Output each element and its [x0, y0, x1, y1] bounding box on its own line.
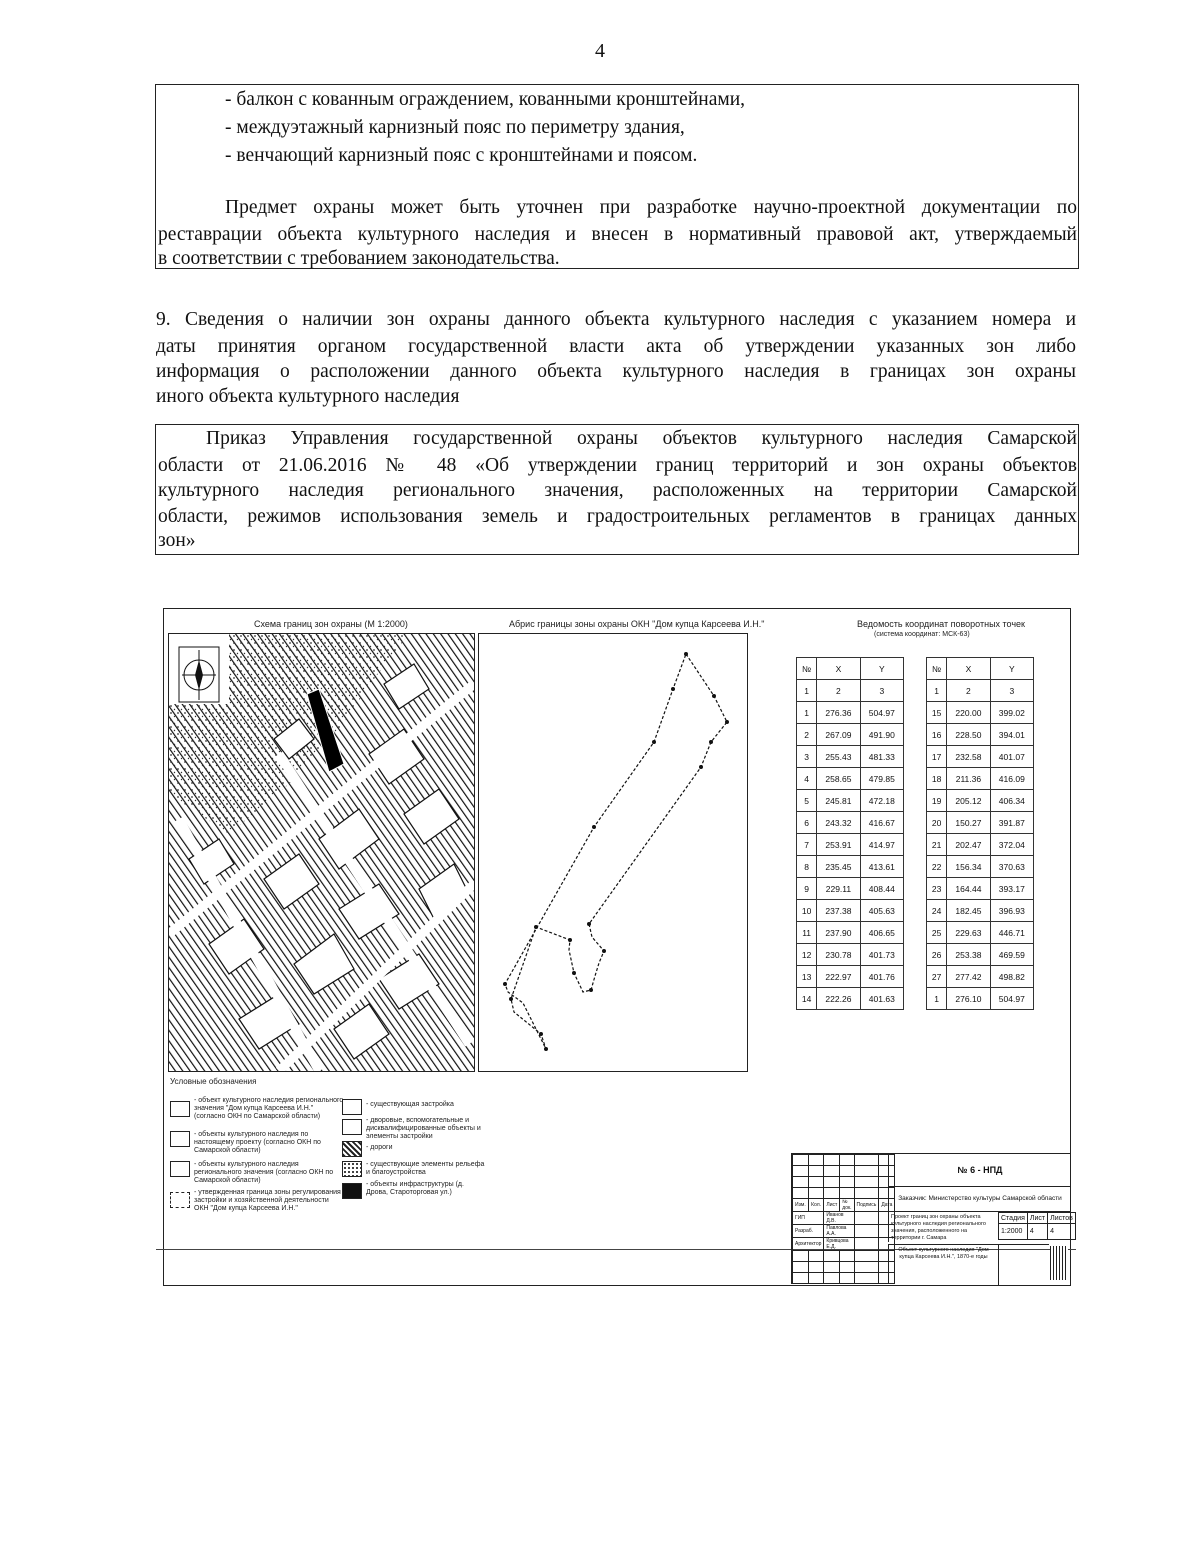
section9-line-1: 9. Сведения о наличии зон охраны данного объекта культурного наследия с указанием номера и: [156, 309, 1076, 330]
legend-item: - утвержденная граница зоны регулирования застройки и хозяйственной деятельности ОКН "Дом купца Карсеева И.Н.": [194, 1189, 341, 1212]
x-coordinate: 182.45: [947, 900, 990, 922]
table-row: [797, 746, 904, 768]
legend-swatch-existing: [342, 1099, 362, 1115]
abris-panel: [478, 633, 748, 1072]
stamp-col: Кол.: [809, 1199, 824, 1212]
point-number: 13: [797, 966, 817, 988]
point-number: 26: [927, 944, 947, 966]
point-number: 8: [797, 856, 817, 878]
col-header: №: [927, 658, 947, 680]
para-line-2: реставрации объекта культурного наследия и внесен в нормативный правовой акт, утверждаемый: [158, 224, 1077, 245]
table-row: [797, 834, 904, 856]
x-coordinate: 235.45: [817, 856, 860, 878]
x-coordinate: 243.32: [817, 812, 860, 834]
x-coordinate: 211.36: [947, 768, 990, 790]
y-coordinate: 416.09: [990, 768, 1033, 790]
table-header-row: [797, 658, 904, 680]
y-coordinate: 399.02: [990, 702, 1033, 724]
stamp-client: Заказчик: Министерство культуры Самарской области: [888, 1187, 1071, 1212]
y-coordinate: 401.76: [860, 966, 903, 988]
map-title: Схема границ зон охраны (М 1:2000): [254, 619, 408, 629]
y-coordinate: 391.87: [990, 812, 1033, 834]
stamp-col: Дата: [879, 1199, 895, 1212]
stamp-col: Изм.: [793, 1199, 809, 1212]
legend-swatch-zone-boundary: [170, 1192, 190, 1208]
point-number: 9: [797, 878, 817, 900]
table-row: [927, 944, 1034, 966]
x-coordinate: 237.38: [817, 900, 860, 922]
point-number: 25: [927, 922, 947, 944]
col-header: Y: [860, 658, 903, 680]
table-row: [927, 768, 1034, 790]
x-coordinate: 222.26: [817, 988, 860, 1010]
stamp-role: Разраб.: [793, 1225, 824, 1238]
page-number: 4: [595, 40, 605, 62]
x-coordinate: 255.43: [817, 746, 860, 768]
y-coordinate: 413.61: [860, 856, 903, 878]
x-coordinate: 253.38: [947, 944, 990, 966]
section9-line-2: даты принятия органом государственной власти акта об утверждении указанных зон либо: [156, 336, 1076, 357]
y-coordinate: 401.63: [860, 988, 903, 1010]
legend-item: - дворовые, вспомогательные и дисквалифицированные объекты и элементы застройки: [366, 1117, 481, 1140]
point-number: 7: [797, 834, 817, 856]
legend-item: - объекты инфраструктуры (д. Дрова, Староторговая ул.): [366, 1181, 464, 1196]
x-coordinate: 2: [817, 680, 860, 702]
point-number: 17: [927, 746, 947, 768]
point-number: 20: [927, 812, 947, 834]
col-header: Y: [990, 658, 1033, 680]
y-coordinate: 491.90: [860, 724, 903, 746]
order-line-1: Приказ Управления государственной охраны объектов культурного наследия Самарской: [206, 428, 1077, 449]
coord-table-right: [926, 657, 1034, 1010]
y-coordinate: 393.17: [990, 878, 1033, 900]
order-box: [155, 424, 1079, 555]
table-row: [927, 812, 1034, 834]
table-row: [797, 966, 904, 988]
point-number: 16: [927, 724, 947, 746]
y-coordinate: 498.82: [990, 966, 1033, 988]
legend-swatch-relief: [342, 1161, 362, 1177]
y-coordinate: 408.44: [860, 878, 903, 900]
point-number: 1: [797, 680, 817, 702]
protection-subject-box: [155, 84, 1079, 269]
stamp-object: Объект культурного наследия "Дом купца Карсеева И.Н.", 1870-е годы: [888, 1244, 998, 1284]
col-header: №: [797, 658, 817, 680]
item-balcony: - балкон с кованным ограждением, кованными кронштейнами,: [225, 89, 746, 110]
legend-swatch-yard-objects: [342, 1119, 362, 1135]
item-crowning-cornice: - венчающий карнизный пояс с кронштейнами и поясом.: [225, 145, 698, 166]
y-coordinate: 504.97: [990, 988, 1033, 1010]
y-coordinate: 479.85: [860, 768, 903, 790]
table-subtitle: (система координат: МСК-63): [874, 631, 970, 638]
stamp-role: ГИП: [793, 1212, 824, 1225]
x-coordinate: 277.42: [947, 966, 990, 988]
stamp-stage-table: [998, 1212, 1076, 1240]
y-coordinate: 372.04: [990, 834, 1033, 856]
point-number: 15: [927, 702, 947, 724]
legend-swatch-infra: [342, 1183, 362, 1199]
point-number: 1: [927, 680, 947, 702]
section9-line-3: информация о расположении данного объекта культурного наследия в границах зон охраны: [156, 361, 1076, 382]
table-row: [797, 988, 904, 1010]
point-number: 3: [797, 746, 817, 768]
compass-icon: [179, 647, 219, 702]
x-coordinate: 202.47: [947, 834, 990, 856]
legend-item: - существующая застройка: [366, 1101, 454, 1108]
y-coordinate: 416.67: [860, 812, 903, 834]
y-coordinate: 3: [990, 680, 1033, 702]
legend-item: - дороги: [366, 1144, 393, 1151]
abris-title: Абрис границы зоны охраны ОКН "Дом купца Карсеева И.Н.": [509, 619, 765, 629]
table-row: [927, 702, 1034, 724]
x-coordinate: 222.97: [817, 966, 860, 988]
table-row: [797, 878, 904, 900]
table-row: [797, 724, 904, 746]
stamp-name: Павлова А.А.: [824, 1225, 854, 1238]
stamp-grid: [792, 1154, 895, 1284]
x-coordinate: 276.10: [947, 988, 990, 1010]
legend-item: - объект культурного наследия регионального значения "Дом купца Карсеева И.Н." (согласно ОКН по Самарской области): [194, 1097, 344, 1120]
table-row: [927, 790, 1034, 812]
stamp-col: Подпись: [854, 1199, 879, 1212]
stamp-name: Иванов Д.В.: [824, 1212, 854, 1225]
stamp-stage-value: 4: [1027, 1224, 1047, 1240]
coord-table-left: [796, 657, 904, 1010]
table-row: [927, 856, 1034, 878]
stamp-stage-value: 1:2000: [999, 1224, 1028, 1240]
point-number: 1: [927, 988, 947, 1010]
legend-item: - объекты культурного наследия регионального значения (согласно ОКН по Самарской области): [194, 1161, 334, 1184]
y-coordinate: 394.01: [990, 724, 1033, 746]
order-line-5: зон»: [158, 530, 196, 551]
legend-swatch-object: [170, 1101, 190, 1117]
legend-title: Условные обозначения: [170, 1077, 257, 1086]
stamp-stage-value: 4: [1048, 1224, 1076, 1240]
table-row: [927, 724, 1034, 746]
point-number: 4: [797, 768, 817, 790]
order-line-4: области, режимов использования земель и градостроительных регламентов в границах данных: [158, 506, 1077, 527]
point-number: 22: [927, 856, 947, 878]
point-number: 5: [797, 790, 817, 812]
x-coordinate: 237.90: [817, 922, 860, 944]
x-coordinate: 230.78: [817, 944, 860, 966]
table-row: [927, 878, 1034, 900]
table-title: Ведомость координат поворотных точек: [857, 619, 1025, 629]
point-number: 18: [927, 768, 947, 790]
point-number: 19: [927, 790, 947, 812]
y-coordinate: 406.34: [990, 790, 1033, 812]
abris-outline: [479, 634, 747, 1071]
y-coordinate: 414.97: [860, 834, 903, 856]
stamp-stage-head: Стадия: [999, 1213, 1028, 1224]
point-number: 27: [927, 966, 947, 988]
point-number: 24: [927, 900, 947, 922]
x-coordinate: 164.44: [947, 878, 990, 900]
order-line-2: области от 21.06.2016 № 48 «Об утверждении границ территорий и зон охраны объектов: [158, 455, 1077, 476]
y-coordinate: 504.97: [860, 702, 903, 724]
qr-code-icon: [1050, 1246, 1068, 1280]
x-coordinate: 220.00: [947, 702, 990, 724]
table-row: [797, 944, 904, 966]
title-block: [791, 1153, 1073, 1284]
y-coordinate: 405.63: [860, 900, 903, 922]
y-coordinate: 406.65: [860, 922, 903, 944]
point-number: 2: [797, 724, 817, 746]
table-row: [797, 680, 904, 702]
para-line-3: в соответствии с требованием законодательства.: [158, 248, 560, 269]
section9-line-4: иного объекта культурного наследия: [156, 386, 460, 407]
x-coordinate: 232.58: [947, 746, 990, 768]
table-row: [797, 768, 904, 790]
x-coordinate: 228.50: [947, 724, 990, 746]
y-coordinate: 472.18: [860, 790, 903, 812]
x-coordinate: 253.91: [817, 834, 860, 856]
stamp-code: № 6 - НПД: [888, 1154, 1071, 1187]
table-row: [797, 790, 904, 812]
y-coordinate: 3: [860, 680, 903, 702]
point-number: 21: [927, 834, 947, 856]
stamp-org-cell: [998, 1244, 1049, 1285]
table-row: [927, 900, 1034, 922]
table-row: [927, 966, 1034, 988]
legend-swatch-okn-project: [170, 1131, 190, 1147]
table-row: [927, 988, 1034, 1010]
y-coordinate: 446.71: [990, 922, 1033, 944]
x-coordinate: 267.09: [817, 724, 860, 746]
y-coordinate: 469.59: [990, 944, 1033, 966]
y-coordinate: 481.33: [860, 746, 903, 768]
point-number: 12: [797, 944, 817, 966]
legend-swatch-okn-regional: [170, 1161, 190, 1177]
legend-swatch-roads: [342, 1141, 362, 1157]
table-row: [927, 922, 1034, 944]
stamp-col: Лист: [824, 1199, 840, 1212]
x-coordinate: 258.65: [817, 768, 860, 790]
col-header: X: [817, 658, 860, 680]
col-header: X: [947, 658, 990, 680]
y-coordinate: 401.07: [990, 746, 1033, 768]
x-coordinate: 156.34: [947, 856, 990, 878]
point-number: 6: [797, 812, 817, 834]
y-coordinate: 401.73: [860, 944, 903, 966]
table-row: [797, 702, 904, 724]
stamp-desc: Проект границ зон охраны объекта культурного наследия регионального значения, расположенного на территории г. Самара: [888, 1212, 998, 1242]
point-number: 14: [797, 988, 817, 1010]
stamp-stage-head: Лист: [1027, 1213, 1047, 1224]
table-header-row: [927, 658, 1034, 680]
table-row: [797, 922, 904, 944]
table-row: [927, 680, 1034, 702]
legend-item: - объекты культурного наследия по настоящему проекту (согласно ОКН по Самарской области): [194, 1131, 321, 1154]
item-cornice-belt: - междуэтажный карнизный пояс по периметру здания,: [225, 117, 685, 138]
drawing-sheet: [163, 608, 1071, 1286]
table-row: [927, 746, 1034, 768]
x-coordinate: 245.81: [817, 790, 860, 812]
table-row: [797, 856, 904, 878]
table-row: [797, 812, 904, 834]
map-panel: [168, 633, 475, 1072]
y-coordinate: 370.63: [990, 856, 1033, 878]
stamp-name: Кривцова Е.Д.: [824, 1238, 854, 1251]
site-map-image: [169, 634, 474, 1071]
point-number: 10: [797, 900, 817, 922]
x-coordinate: 229.63: [947, 922, 990, 944]
point-number: 1: [797, 702, 817, 724]
y-coordinate: 396.93: [990, 900, 1033, 922]
stamp-col: № док.: [840, 1199, 854, 1212]
x-coordinate: 2: [947, 680, 990, 702]
order-line-3: культурного наследия регионального значения, расположенных на территории Самарской: [158, 480, 1077, 501]
x-coordinate: 150.27: [947, 812, 990, 834]
stamp-role: Архитектор: [793, 1238, 824, 1251]
x-coordinate: 229.11: [817, 878, 860, 900]
legend-item: - существующие элементы рельефа и благоустройства: [366, 1161, 485, 1176]
table-row: [927, 834, 1034, 856]
para-line-1: Предмет охраны может быть уточнен при разработке научно-проектной документации по: [225, 197, 1077, 218]
point-number: 23: [927, 878, 947, 900]
x-coordinate: 276.36: [817, 702, 860, 724]
x-coordinate: 205.12: [947, 790, 990, 812]
table-row: [797, 900, 904, 922]
stamp-stage-head: Листов: [1048, 1213, 1076, 1224]
point-number: 11: [797, 922, 817, 944]
